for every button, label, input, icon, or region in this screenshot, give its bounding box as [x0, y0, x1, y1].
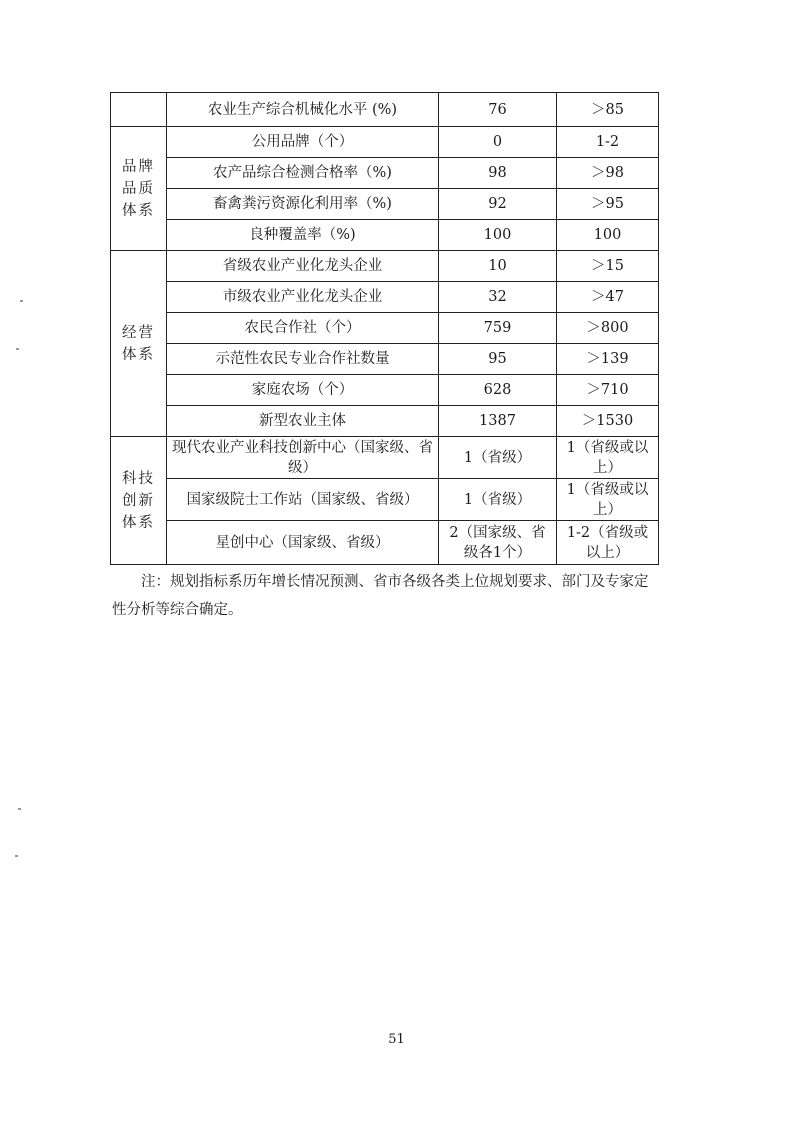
table-row — [111, 479, 659, 521]
table-row — [111, 251, 659, 282]
table-note: 注：规划指标系历年增长情况预测、省市各级各类上位规划要求、部门及专家定性分析等综合确定。 — [112, 574, 649, 618]
indicator-cell: 市级农业产业化龙头企业 — [167, 282, 439, 313]
current-value-cell: 1（省级） — [439, 479, 557, 521]
current-value-cell: 628 — [439, 375, 557, 406]
indicator-cell: 省级农业产业化龙头企业 — [167, 251, 439, 282]
category-cell — [111, 127, 167, 251]
indicator-cell: 农民合作社（个） — [167, 313, 439, 344]
current-value-cell: 1（省级） — [439, 437, 557, 479]
indicator-cell: 公用品牌（个） — [167, 127, 439, 158]
target-value-cell: 1（省级或以上） — [557, 479, 659, 521]
target-value-cell: ＞710 — [557, 375, 659, 406]
table-row — [111, 344, 659, 375]
target-value-cell: ＞98 — [557, 158, 659, 189]
indicator-cell: 畜禽粪污资源化利用率（%) — [167, 189, 439, 220]
current-value-cell: 76 — [439, 93, 557, 127]
indicator-cell: 农产品综合检测合格率（%) — [167, 158, 439, 189]
target-value-cell: 100 — [557, 220, 659, 251]
indicator-cell: 现代农业产业科技创新中心（国家级、省级） — [167, 437, 439, 479]
table-row — [111, 521, 659, 565]
current-value-cell: 10 — [439, 251, 557, 282]
target-value-cell: 1-2 — [557, 127, 659, 158]
indicator-cell: 家庭农场（个） — [167, 375, 439, 406]
current-value-cell: 92 — [439, 189, 557, 220]
target-value-cell: ＞800 — [557, 313, 659, 344]
category-line: 经营 体系 — [122, 324, 155, 363]
current-value-cell: 2（国家级、省级各1个） — [439, 521, 557, 565]
category-cell — [111, 251, 167, 437]
target-value-cell: ＞85 — [557, 93, 659, 127]
category-line: 品牌 品质 体系 — [122, 158, 155, 219]
category-line: 科技 创新 体系 — [122, 470, 155, 531]
table-row — [111, 127, 659, 158]
target-value-cell: ＞15 — [557, 251, 659, 282]
table-row — [111, 158, 659, 189]
current-value-cell: 100 — [439, 220, 557, 251]
current-value-cell: 95 — [439, 344, 557, 375]
target-value-cell: 1-2（省级或以上） — [557, 521, 659, 565]
table-row — [111, 220, 659, 251]
table-row — [111, 313, 659, 344]
indicator-cell: 良种覆盖率（%) — [167, 220, 439, 251]
current-value-cell: 32 — [439, 282, 557, 313]
indicator-cell: 示范性农民专业合作社数量 — [167, 344, 439, 375]
target-value-cell: ＞95 — [557, 189, 659, 220]
scan-speck — [16, 348, 19, 350]
category-cell — [111, 437, 167, 565]
category-cell — [111, 93, 167, 127]
table-row — [111, 375, 659, 406]
scan-speck — [18, 808, 21, 810]
current-value-cell: 0 — [439, 127, 557, 158]
current-value-cell: 98 — [439, 158, 557, 189]
target-value-cell: ＞47 — [557, 282, 659, 313]
table-row — [111, 93, 659, 127]
indicator-cell: 星创中心（国家级、省级） — [167, 521, 439, 565]
current-value-cell: 1387 — [439, 406, 557, 437]
target-value-cell: ＞1530 — [557, 406, 659, 437]
scan-speck — [20, 300, 23, 302]
table-row — [111, 437, 659, 479]
current-value-cell: 759 — [439, 313, 557, 344]
indicator-cell: 农业生产综合机械化水平 (%) — [167, 93, 439, 127]
scan-speck — [15, 855, 18, 857]
table-row — [111, 282, 659, 313]
table-row — [111, 406, 659, 437]
target-value-cell: ＞139 — [557, 344, 659, 375]
target-value-cell: 1（省级或以上） — [557, 437, 659, 479]
indicator-table — [110, 92, 659, 565]
table-row — [111, 189, 659, 220]
indicator-cell: 国家级院士工作站（国家级、省级） — [167, 479, 439, 521]
page-number: 51 — [388, 1032, 405, 1047]
indicator-cell: 新型农业主体 — [167, 406, 439, 437]
